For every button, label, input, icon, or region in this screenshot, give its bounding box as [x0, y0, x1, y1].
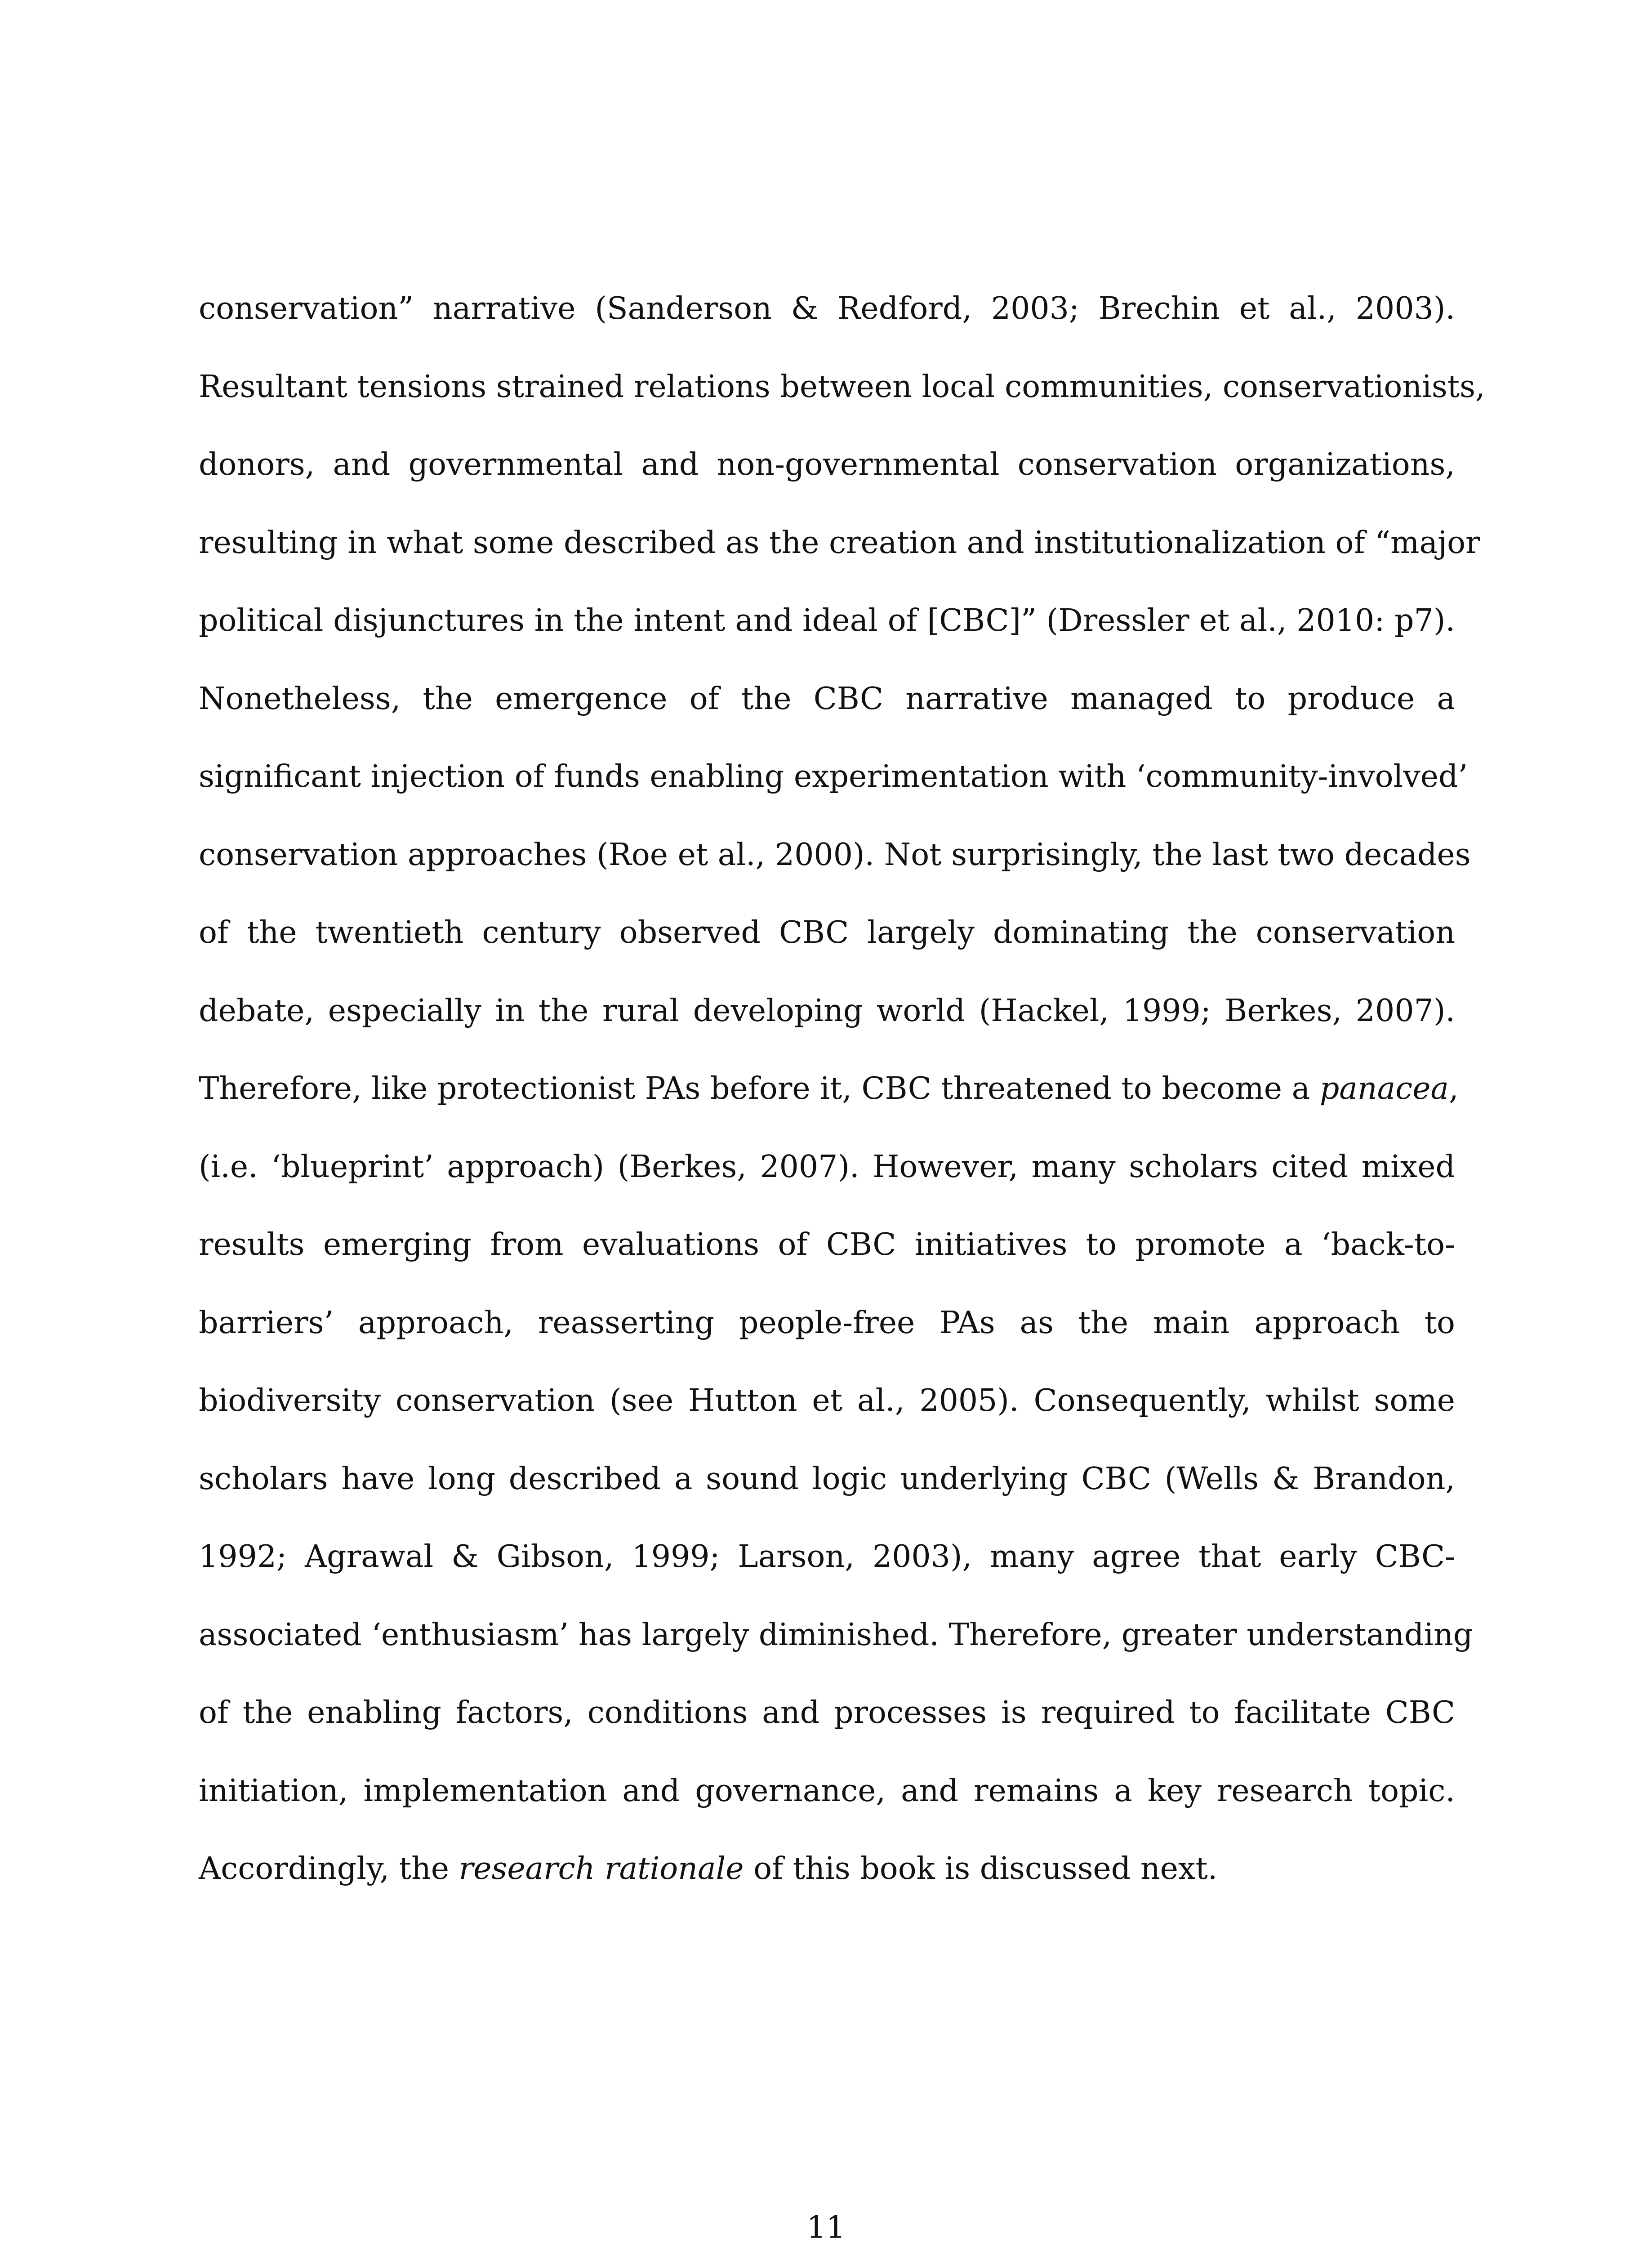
text-segment: of the enabling factors, conditions and processes is required to facilitate CBC: [199, 1695, 1455, 1731]
text-line: [199, 1128, 1455, 1206]
text-segment: of the twentieth century observed CBC largely dominating the conservation: [199, 915, 1455, 950]
text-segment: significant injection of funds enabling experimentation with ‘community-involved’: [199, 759, 1468, 794]
text-line: [199, 426, 1455, 504]
text-line: [199, 1674, 1455, 1752]
text-segment: donors, and governmental and non-governmental conservation organizations,: [199, 447, 1455, 482]
body-paragraph: [199, 270, 1485, 1908]
page-number: 11: [806, 2210, 846, 2245]
text-segment: Resultant tensions strained relations between local communities, conservationists,: [199, 369, 1485, 405]
text-segment: results emerging from evaluations of CBC initiatives to promote a ‘back-to-: [199, 1227, 1455, 1262]
text-segment: associated ‘enthusiasm’ has largely diminished. Therefore, greater understanding: [199, 1617, 1473, 1653]
text-segment: debate, especially in the rural developing world (Hackel, 1999; Berkes, 2007).: [199, 993, 1455, 1029]
text-line: [199, 504, 1480, 582]
text-line: [199, 1284, 1455, 1362]
text-line: [199, 1050, 1459, 1128]
text-segment: of this book is discussed next.: [744, 1851, 1218, 1887]
text-line: [199, 1518, 1455, 1596]
text-segment: (i.e. ‘blueprint’ approach) (Berkes, 2007). However, many scholars cited mixed: [199, 1149, 1455, 1185]
italic-text: panacea: [1319, 1071, 1449, 1106]
text-segment: resulting in what some described as the creation and institutionalization of “major: [199, 525, 1480, 561]
text-segment: Therefore, like protectionist PAs before it, CBC threatened to become a: [199, 1071, 1320, 1106]
text-segment: Accordingly, the: [199, 1851, 459, 1887]
text-line: [199, 348, 1485, 426]
text-line: [199, 1830, 1455, 1908]
text-line: [199, 738, 1468, 816]
text-segment: barriers’ approach, reasserting people-free PAs as the main approach to: [199, 1305, 1455, 1341]
text-line: [199, 816, 1471, 894]
text-line: [199, 582, 1455, 660]
text-segment: biodiversity conservation (see Hutton et al., 2005). Consequently, whilst some: [199, 1383, 1455, 1418]
text-line: [199, 1596, 1473, 1674]
text-line: [199, 1752, 1455, 1830]
text-line: [199, 1206, 1455, 1284]
text-line: [199, 1440, 1455, 1518]
text-line: [199, 270, 1455, 348]
text-line: [199, 660, 1455, 738]
text-segment: 1992; Agrawal & Gibson, 1999; Larson, 2003), many agree that early CBC-: [199, 1539, 1455, 1574]
text-segment: ,: [1449, 1071, 1459, 1106]
text-segment: scholars have long described a sound logic underlying CBC (Wells & Brandon,: [199, 1461, 1455, 1497]
italic-text: research rationale: [459, 1851, 744, 1887]
text-line: [199, 894, 1455, 972]
text-segment: conservation” narrative (Sanderson & Redford, 2003; Brechin et al., 2003).: [199, 291, 1455, 326]
text-segment: political disjunctures in the intent and ideal of [CBC]” (Dressler et al., 2010: p7).: [199, 603, 1455, 638]
text-line: [199, 972, 1455, 1050]
text-segment: conservation approaches (Roe et al., 2000). Not surprisingly, the last two decades: [199, 837, 1471, 873]
text-segment: Nonetheless, the emergence of the CBC narrative managed to produce a: [199, 681, 1455, 717]
text-line: [199, 1362, 1455, 1440]
text-segment: initiation, implementation and governance, and remains a key research topic.: [199, 1773, 1455, 1809]
